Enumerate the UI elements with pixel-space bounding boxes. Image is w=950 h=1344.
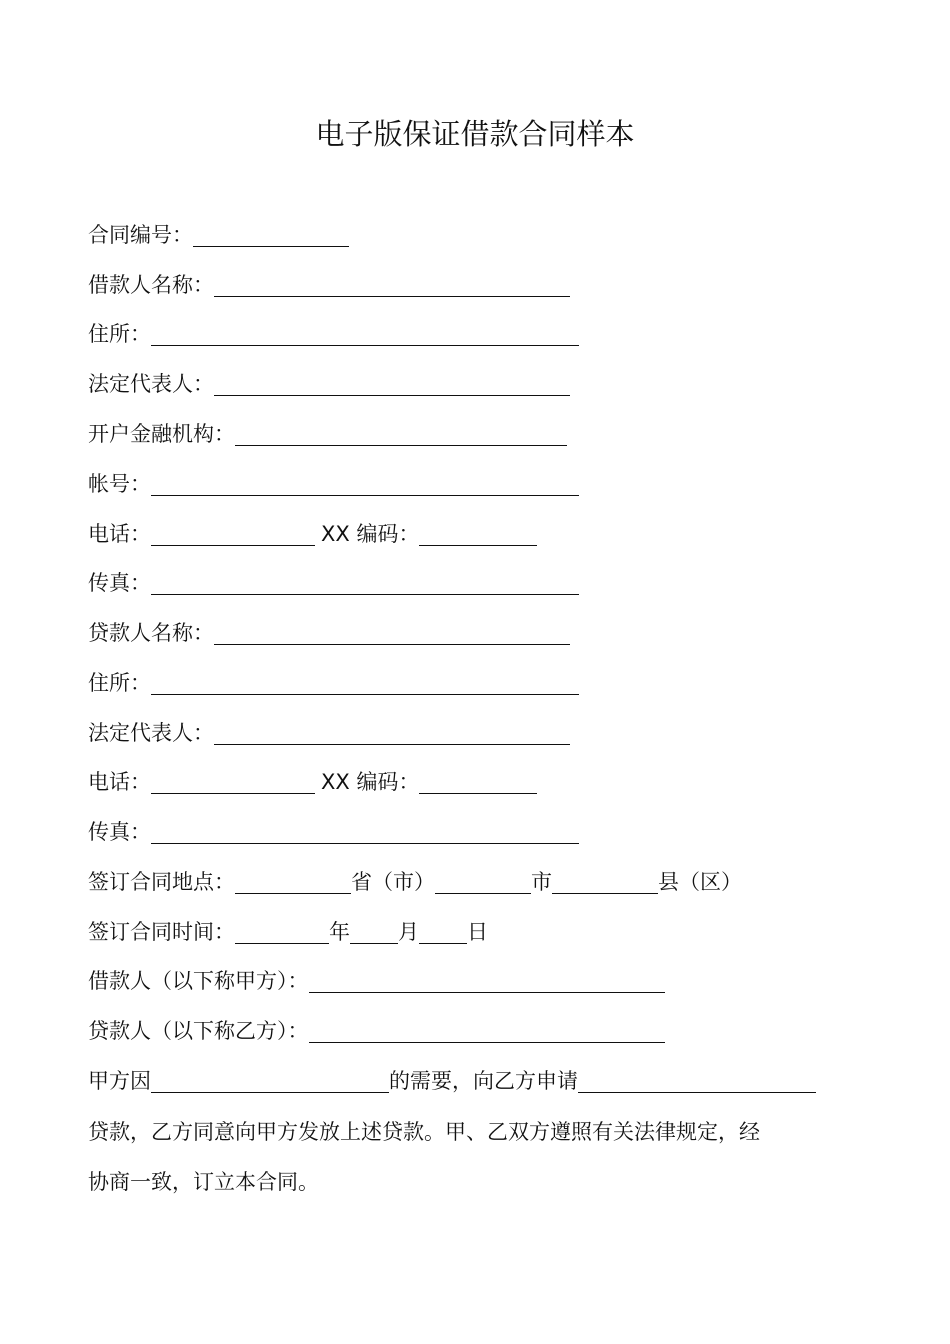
sign-time-year-blank[interactable] [235,919,329,944]
lender-postcode-blank[interactable] [419,769,537,794]
borrower-account-line [88,467,579,501]
loan-purpose-blank[interactable] [151,1068,389,1093]
sign-place-label: 签订合同地点： [88,870,235,894]
borrower-account-label: 帐号： [88,472,151,496]
sign-time-day-blank[interactable] [419,919,467,944]
borrower-name-label: 借款人名称： [88,273,214,297]
borrower-legal-rep-blank[interactable] [214,371,570,396]
borrower-address-label: 住所： [88,322,151,346]
borrower-address-blank[interactable] [151,321,579,346]
party-b-blank[interactable] [309,1018,665,1043]
lender-phone-line [88,765,537,799]
lender-address-line [88,666,579,700]
paragraph-line-2: 贷款，乙方同意向甲方发放上述贷款。甲、乙双方遵照有关法律规定，经 [88,1120,760,1144]
borrower-account-blank[interactable] [151,471,579,496]
lender-address-label: 住所： [88,671,151,695]
lender-legal-rep-line [88,716,570,750]
borrower-bank-blank[interactable] [235,421,567,446]
sign-place-county-blank[interactable] [552,869,658,894]
borrower-legal-rep-label: 法定代表人： [88,372,214,396]
sign-place-city-label: 市 [531,870,552,894]
borrower-postcode-blank[interactable] [419,521,537,546]
sign-time-line [88,915,488,949]
sign-place-city-blank[interactable] [435,869,531,894]
paragraph-line-1-start: 甲方因 [88,1069,151,1093]
lender-fax-blank[interactable] [151,819,579,844]
lender-name-line [88,616,570,650]
party-b-label: 贷款人（以下称乙方）： [88,1019,309,1043]
lender-name-blank[interactable] [214,620,570,645]
borrower-name-blank[interactable] [214,272,570,297]
lender-legal-rep-blank[interactable] [214,720,570,745]
lender-phone-blank[interactable] [151,769,315,794]
sign-place-county-label: 县（区） [658,870,742,894]
lender-fax-line [88,815,579,849]
contract-number-label: 合同编号： [88,223,193,247]
contract-number-blank[interactable] [193,222,349,247]
party-a-line [88,964,665,998]
lender-phone-label: 电话： [88,770,151,794]
party-a-blank[interactable] [309,968,665,993]
borrower-name-line [88,268,570,302]
lender-postcode-label: XX 编码： [321,770,420,794]
lender-legal-rep-label: 法定代表人： [88,721,214,745]
party-b-line [88,1014,665,1048]
borrower-address-line [88,317,579,351]
sign-place-province-blank[interactable] [235,869,351,894]
contract-number-line [88,218,349,252]
borrower-postcode-label: XX 编码： [321,522,420,546]
borrower-fax-line [88,566,579,600]
lender-fax-label: 传真： [88,820,151,844]
lender-address-blank[interactable] [151,670,579,695]
borrower-bank-label: 开户金融机构： [88,422,235,446]
paragraph-line-3: 协商一致，订立本合同。 [88,1170,319,1194]
loan-type-blank[interactable] [578,1068,816,1093]
paragraph-line-1-middle: 的需要，向乙方申请 [389,1069,578,1093]
borrower-phone-blank[interactable] [151,521,315,546]
borrower-phone-label: 电话： [88,522,151,546]
document-title: 电子版保证借款合同样本 [315,117,635,151]
borrower-fax-label: 传真： [88,571,151,595]
party-a-label: 借款人（以下称甲方）： [88,969,309,993]
sign-time-month-label: 月 [398,920,419,944]
sign-time-day-label: 日 [467,920,488,944]
sign-time-label: 签订合同时间： [88,920,235,944]
borrower-phone-line [88,517,537,551]
paragraph-line-1 [88,1064,816,1098]
sign-time-month-blank[interactable] [350,919,398,944]
borrower-legal-rep-line [88,367,570,401]
borrower-fax-blank[interactable] [151,570,579,595]
sign-time-year-label: 年 [329,920,350,944]
sign-place-province-label: 省（市） [351,870,435,894]
borrower-bank-line [88,417,567,451]
sign-place-line [88,865,742,899]
lender-name-label: 贷款人名称： [88,621,214,645]
